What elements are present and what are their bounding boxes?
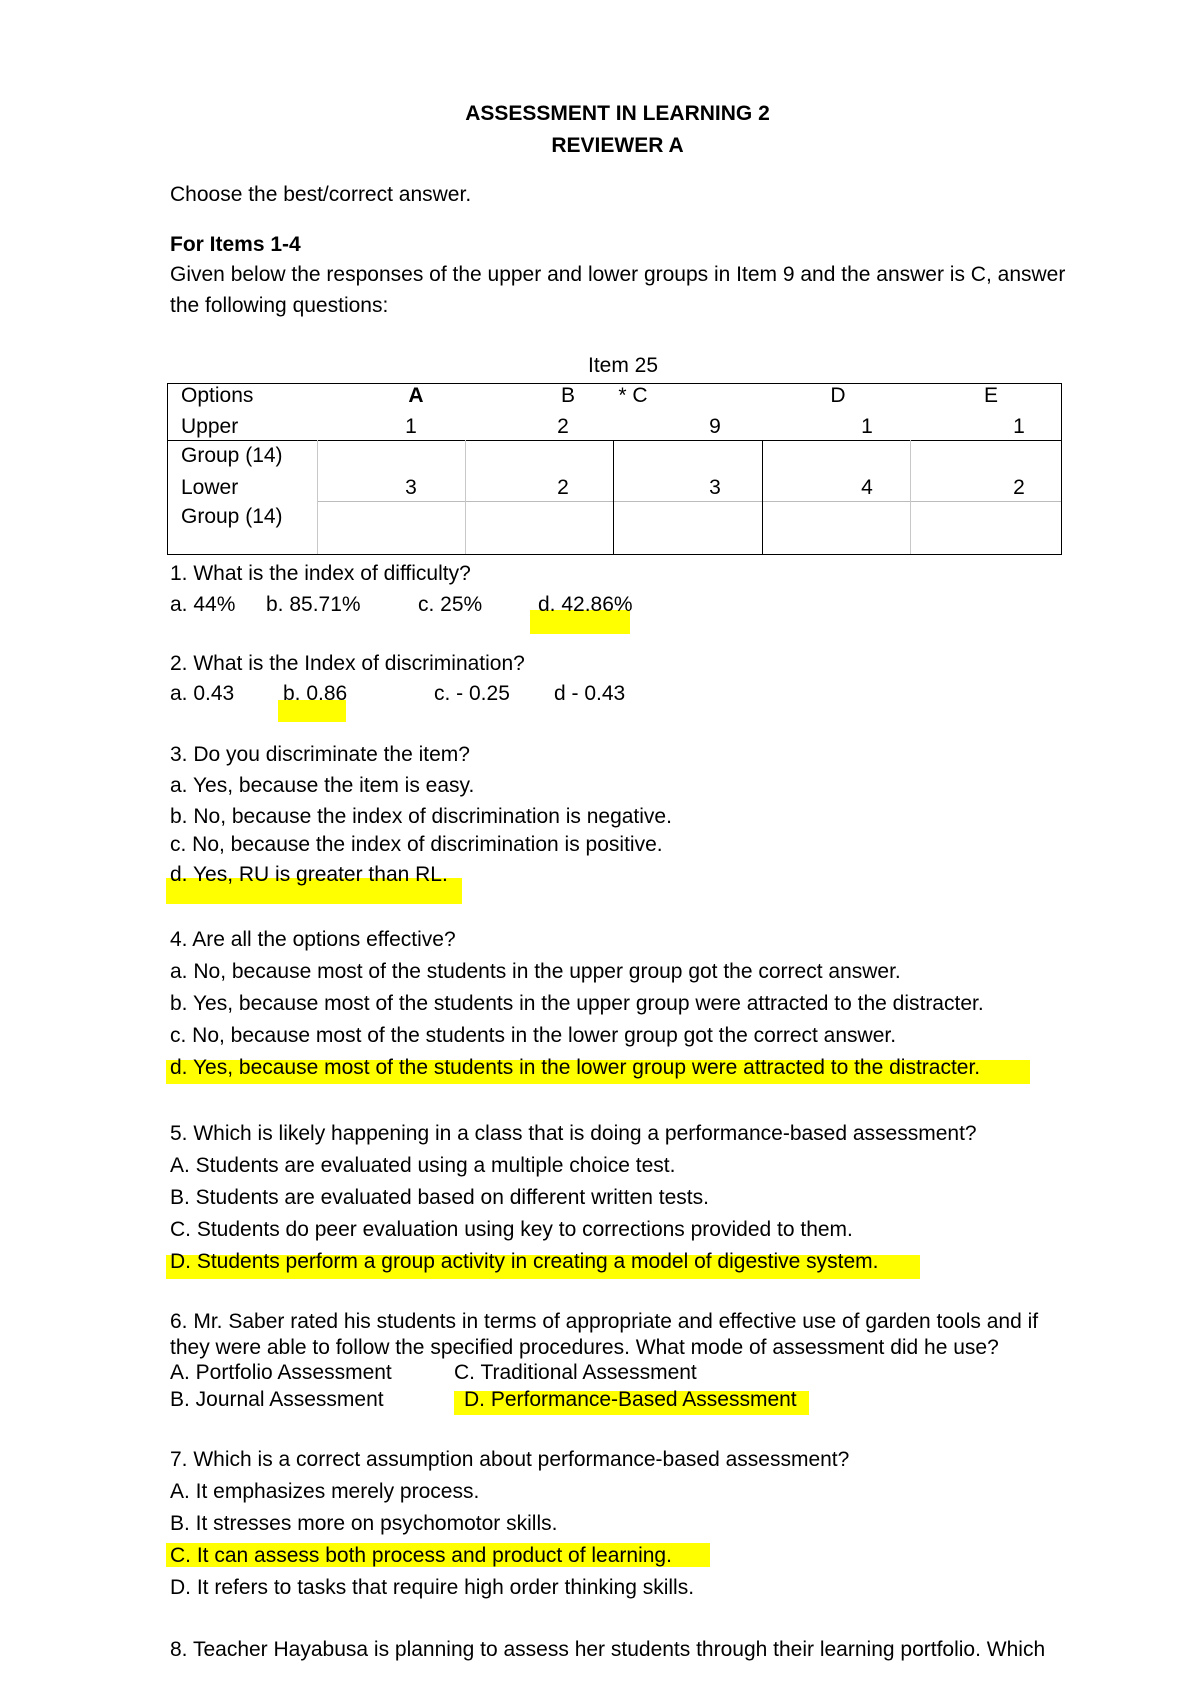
- q5-option-b: B. Students are evaluated based on different written tests.: [170, 1186, 709, 1209]
- q6-option-c: C. Traditional Assessment: [454, 1361, 697, 1384]
- q7-option-a: A. It emphasizes merely process.: [170, 1480, 480, 1503]
- table-divider: [168, 440, 1061, 441]
- q7-option-b: B. It stresses more on psychomotor skills.: [170, 1512, 558, 1535]
- section-description-line-2: the following questions:: [170, 294, 389, 317]
- q2-option-b: b. 0.86: [283, 682, 348, 705]
- table-header-option-d: D: [830, 384, 846, 407]
- table-header-options: Options: [181, 384, 254, 407]
- q5-option-d: D. Students perform a group activity in creating a model of digestive system.: [170, 1250, 879, 1273]
- q5-option-a: A. Students are evaluated using a multiple choice test.: [170, 1154, 676, 1177]
- table-header-option-a: A: [408, 384, 424, 407]
- table-header-option-e: E: [983, 384, 998, 407]
- q2-option-d: d - 0.43: [554, 682, 626, 705]
- q7-option-d: D. It refers to tasks that require high order thinking skills.: [170, 1576, 695, 1599]
- q6-option-a: A. Portfolio Assessment: [170, 1361, 392, 1384]
- table-row-label-lower-group: Group (14): [181, 505, 283, 528]
- table-cell: 2: [557, 476, 569, 499]
- q6-question-line-1: 6. Mr. Saber rated his students in terms of appropriate and effective use of garden tools and if: [170, 1310, 1039, 1333]
- table-cell: 1: [1013, 415, 1025, 438]
- table-cell: 1: [861, 415, 873, 438]
- q2-option-a: a. 0.43: [170, 682, 235, 705]
- table-col-divider: [465, 440, 466, 554]
- q7-option-c: C. It can assess both process and product of learning.: [170, 1544, 672, 1567]
- page-subtitle: REVIEWER A: [551, 134, 684, 157]
- instruction-text: Choose the best/correct answer.: [170, 183, 472, 206]
- q4-option-c: c. No, because most of the students in the lower group got the correct answer.: [170, 1024, 897, 1047]
- q2-question: 2. What is the Index of discrimination?: [170, 652, 525, 675]
- q6-question-line-2: they were able to follow the specified procedures. What mode of assessment did he use?: [170, 1336, 999, 1359]
- table-cell: 9: [709, 415, 721, 438]
- q6-option-d: D. Performance-Based Assessment: [464, 1388, 797, 1411]
- table-row-label-lower: Lower: [181, 476, 239, 499]
- q5-option-c: C. Students do peer evaluation using key to corrections provided to them.: [170, 1218, 853, 1241]
- q4-option-b: b. Yes, because most of the students in the upper group were attracted to the distracter.: [170, 992, 984, 1015]
- q4-option-d: d. Yes, because most of the students in the lower group were attracted to the distracter.: [170, 1056, 981, 1079]
- q3-option-c: c. No, because the index of discrimination is positive.: [170, 833, 663, 856]
- table-cell: 2: [1013, 476, 1025, 499]
- table-cell: 1: [405, 415, 417, 438]
- q1-option-d: d. 42.86%: [538, 593, 633, 616]
- table-col-divider: [613, 440, 614, 554]
- table-cell: 3: [405, 476, 417, 499]
- table-row-divider: [318, 501, 1061, 502]
- table-cell: 3: [709, 476, 721, 499]
- q3-option-d: d. Yes, RU is greater than RL.: [170, 863, 448, 886]
- q1-option-b: b. 85.71%: [266, 593, 361, 616]
- q4-option-a: a. No, because most of the students in the upper group got the correct answer.: [170, 960, 901, 983]
- q6-option-b: B. Journal Assessment: [170, 1388, 384, 1411]
- section-heading: For Items 1-4: [170, 233, 301, 256]
- q3-option-a: a. Yes, because the item is easy.: [170, 774, 475, 797]
- q5-question: 5. Which is likely happening in a class that is doing a performance-based assessment?: [170, 1122, 977, 1145]
- table-cell: 2: [557, 415, 569, 438]
- q8-question: 8. Teacher Hayabusa is planning to assess her students through their learning portfolio. Which: [170, 1638, 1046, 1661]
- q7-question: 7. Which is a correct assumption about performance-based assessment?: [170, 1448, 850, 1471]
- q1-option-a: a. 44%: [170, 593, 236, 616]
- q4-question: 4. Are all the options effective?: [170, 928, 456, 951]
- table-row-label-upper-group: Group (14): [181, 444, 283, 467]
- table-row-label-upper: Upper: [181, 415, 239, 438]
- table-col-divider: [317, 440, 318, 554]
- table-col-divider: [910, 440, 911, 554]
- table-header-option-c: * C: [618, 384, 648, 407]
- q3-option-b: b. No, because the index of discrimination is negative.: [170, 805, 672, 828]
- page-title: ASSESSMENT IN LEARNING 2: [465, 102, 770, 125]
- table-col-divider: [762, 440, 763, 554]
- q3-question: 3. Do you discriminate the item?: [170, 743, 470, 766]
- q1-option-c: c. 25%: [418, 593, 483, 616]
- item-analysis-table: [167, 383, 1062, 555]
- table-caption: Item 25: [588, 354, 659, 377]
- q2-option-c: c. - 0.25: [434, 682, 510, 705]
- table-cell: 4: [861, 476, 873, 499]
- table-header-option-b: B: [560, 384, 575, 407]
- section-description-line-1: Given below the responses of the upper and lower groups in Item 9 and the answer is C, answer: [170, 263, 1066, 286]
- q1-question: 1. What is the index of difficulty?: [170, 562, 471, 585]
